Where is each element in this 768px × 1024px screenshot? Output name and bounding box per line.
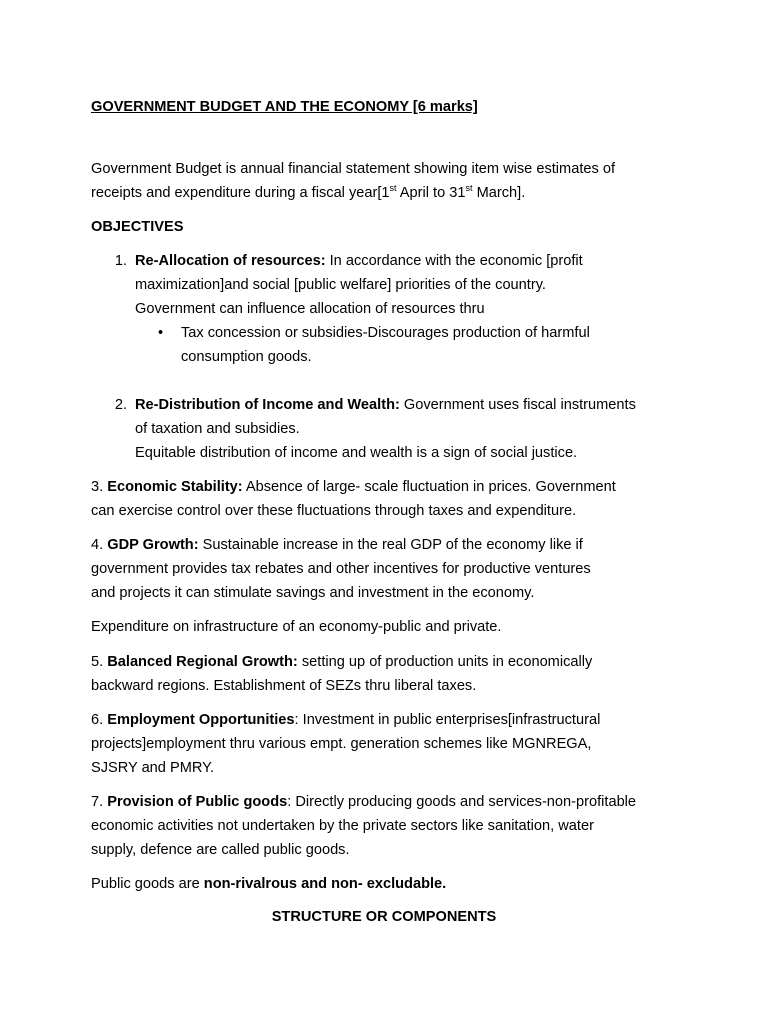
objective-2-line-1 [135,393,636,417]
objective-2 [135,393,636,465]
objective-7-line-2: economic activities not undertaken by the private sectors like sanitation, water [91,818,594,834]
objective-text: setting up of production units in economically [297,654,593,670]
objective-6-line-1 [91,708,600,732]
objective-4-line-3: and projects it can stimulate savings and investment in the economy. [91,585,535,601]
objective-text: Absence of large- scale fluctuation in prices. Government [242,479,616,495]
objective-3-line-1 [91,475,616,499]
objective-7-line-3: supply, defence are called public goods. [91,842,350,858]
objective-5-line-2: backward regions. Establishment of SEZs thru liberal taxes. [91,678,477,694]
list-number: 6. [91,712,108,728]
list-number: 4. [91,537,108,553]
objective-7 [91,790,636,862]
list-number: 7. [91,794,108,810]
structure-heading: STRUCTURE OR COMPONENTS [271,909,497,925]
public-goods-text: Public goods are [91,876,204,892]
objective-label: Provision of Public goods [107,794,288,810]
objective-text: Sustainable increase in the real GDP of the economy like if [198,537,583,553]
list-number: 3. [91,479,108,495]
objective-1-line-2: maximization]and social [public welfare] priorities of the country. [135,277,546,293]
list-number: 5. [91,654,108,670]
objective-text: Government uses fiscal instruments [399,397,636,413]
document-title: GOVERNMENT BUDGET AND THE ECONOMY [6 marks] [91,99,478,115]
objective-6 [91,708,600,780]
objective-4 [91,533,591,605]
superscript: st [465,183,473,193]
objective-1-line-3: Government can influence allocation of resources thru [135,301,485,317]
objective-label: GDP Growth: [107,537,199,553]
bullet-item [181,321,590,369]
objective-6-line-3: SJSRY and PMRY. [91,760,215,776]
objective-label: Balanced Regional Growth: [107,654,298,670]
objective-label: Employment Opportunities [107,712,295,728]
objective-text: : Investment in public enterprises[infrastructural [294,712,601,728]
intro-line-1: Government Budget is annual financial statement showing item wise estimates of [91,161,616,177]
objective-2-line-2: of taxation and subsidies. [135,421,300,437]
superscript: st [389,183,397,193]
objective-7-line-1 [91,790,636,814]
bullet-line-1: Tax concession or subsidies-Discourages production of harmful [181,325,590,341]
objective-5-line-1 [91,650,592,674]
intro-paragraph [91,157,615,205]
list-number: 1. [114,253,127,269]
objective-6-line-2: projects]employment thru various empt. generation schemes like MGNREGA, [91,736,592,752]
objectives-heading: OBJECTIVES [91,219,184,235]
objective-label: Re-Allocation of resources: [135,253,326,269]
objective-4-line-2: government provides tax rebates and other incentives for productive ventures [91,561,591,577]
bullet-line-2: consumption goods. [181,349,312,365]
objective-label: Economic Stability: [107,479,243,495]
objective-5 [91,650,592,698]
bullet-icon: • [158,325,164,341]
intro-text: March]. [472,185,526,201]
list-number: 2. [114,397,127,413]
objective-text: In accordance with the economic [profit [325,253,583,269]
intro-text: April to 31 [396,185,466,201]
objective-label: Re-Distribution of Income and Wealth: [135,397,400,413]
objective-4-line-1 [91,533,591,557]
objective-3 [91,475,616,523]
objective-2-line-3: Equitable distribution of income and wealth is a sign of social justice. [135,445,578,461]
objective-1-line-1 [135,249,583,273]
expenditure-note: Expenditure on infrastructure of an economy-public and private. [91,619,502,635]
intro-text: receipts and expenditure during a fiscal year[1 [91,185,390,201]
objective-3-line-2: can exercise control over these fluctuations through taxes and expenditure. [91,503,577,519]
public-goods-emphasis: non-rivalrous and non- excludable. [203,876,447,892]
public-goods-note [91,872,446,896]
objective-1 [135,249,583,321]
intro-line-2 [91,181,615,205]
objective-text: : Directly producing goods and services-non-profitable [287,794,637,810]
